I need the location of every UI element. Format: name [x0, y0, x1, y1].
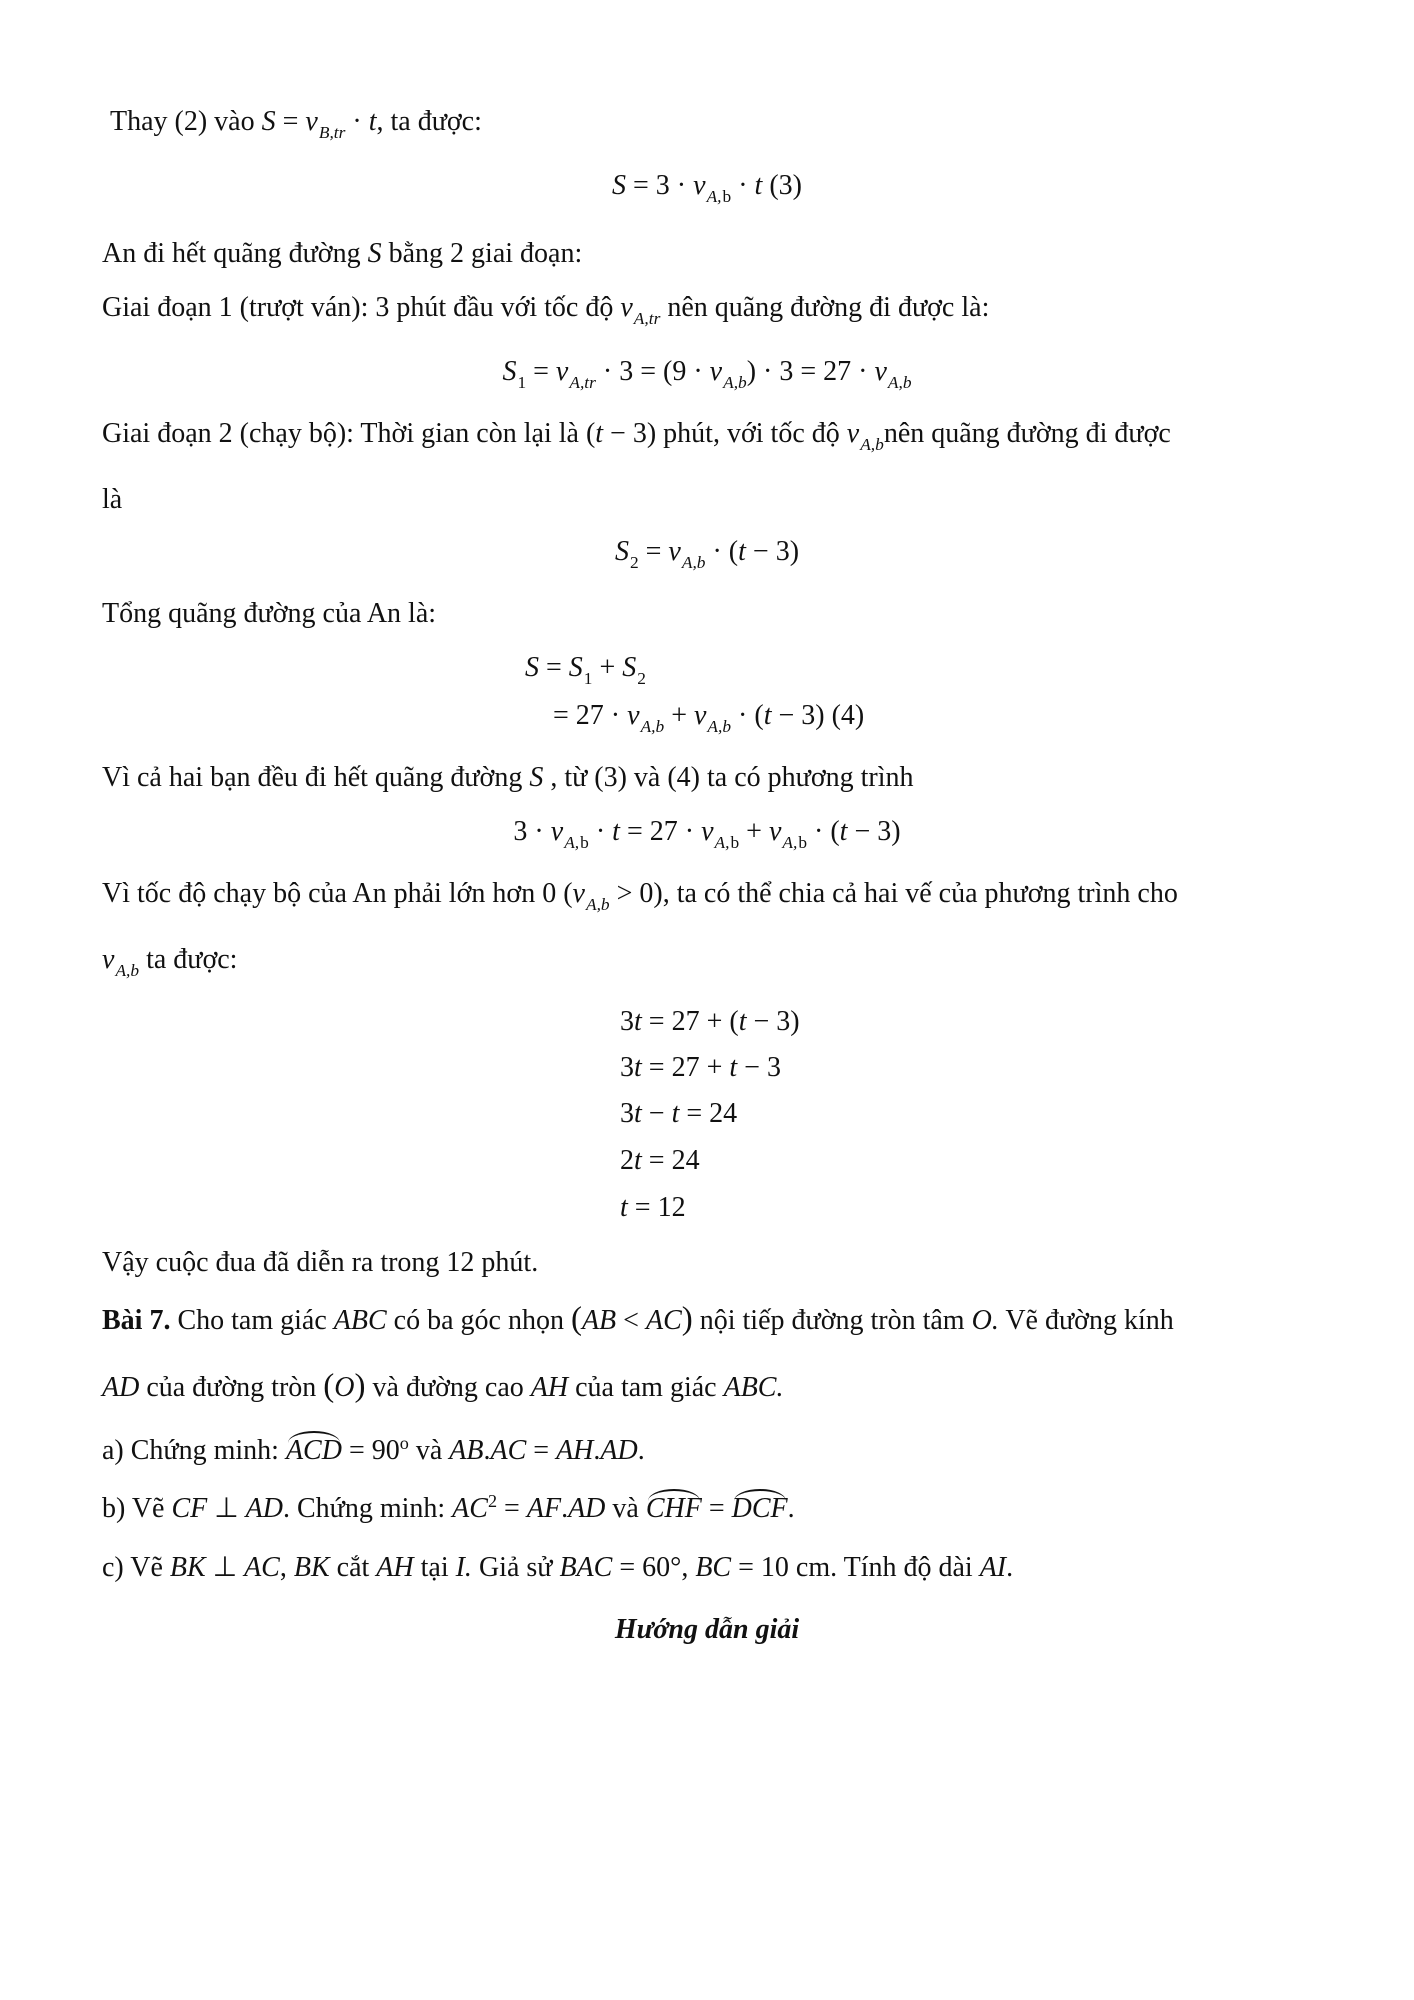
- math-symbol: DCF: [731, 1493, 788, 1524]
- math-symbol: S: [568, 652, 583, 683]
- paragraph-line: [102, 486, 122, 514]
- text-segment: ,: [279, 1552, 294, 1583]
- text-segment: Cho tam giác: [170, 1305, 334, 1336]
- text-segment: − 3): [603, 418, 657, 449]
- text-segment: .: [593, 1435, 601, 1466]
- text-segment: +: [664, 700, 694, 731]
- text-segment: = 27 +: [641, 1052, 730, 1083]
- text-segment: Tổng quãng đường của An là:: [102, 598, 437, 629]
- text-segment: (: [585, 418, 596, 449]
- paragraph-line: [102, 294, 989, 327]
- math-symbol: BC: [695, 1552, 732, 1583]
- text-segment: .: [787, 1493, 795, 1524]
- text-segment: của đường tròn: [139, 1372, 324, 1403]
- math-symbol: AI: [979, 1552, 1007, 1583]
- text-segment: nội tiếp đường tròn tâm: [692, 1305, 972, 1336]
- math-symbol: AC: [244, 1552, 280, 1583]
- equation-line: [553, 702, 864, 735]
- text-segment: = 10 cm. Tính độ dài: [731, 1552, 980, 1583]
- math-symbol: BK: [293, 1552, 330, 1583]
- math-symbol: AH: [556, 1435, 594, 1466]
- text-segment: ): [354, 1368, 366, 1404]
- math-symbol: I.: [455, 1552, 472, 1583]
- text-segment: An đi hết quãng đường: [102, 238, 368, 269]
- question-a-line: [102, 1434, 645, 1465]
- text-segment: <: [616, 1305, 646, 1336]
- text-segment: =: [497, 1493, 527, 1524]
- math-symbol: v: [620, 292, 633, 323]
- text-segment: 3 ·: [513, 816, 551, 847]
- math-symbol: BAC: [559, 1552, 613, 1583]
- text-segment: .: [561, 1493, 569, 1524]
- text-segment: Giai đoạn 1 (trượt ván): 3 phút đầu với tốc độ: [102, 292, 621, 323]
- text-segment: và: [605, 1493, 646, 1524]
- text-segment: 3: [620, 1098, 634, 1129]
- text-segment: nên quãng đường đi được là:: [660, 292, 990, 323]
- math-symbol: AC: [452, 1493, 488, 1524]
- math-subscript: A,b: [585, 894, 610, 914]
- paragraph-line: [102, 240, 582, 268]
- math-subscript: A,: [714, 832, 730, 852]
- text-segment: . Chứng minh:: [282, 1493, 453, 1524]
- equation-line: [620, 1194, 686, 1222]
- math-subscript: 2: [629, 552, 639, 572]
- text-segment: = 3 ·: [626, 170, 694, 201]
- math-symbol: v: [874, 356, 887, 387]
- text-segment: 3: [620, 1006, 634, 1037]
- math-symbol: AC: [645, 1305, 682, 1336]
- text-segment: của tam giác: [568, 1372, 724, 1403]
- text-segment: · (: [731, 700, 764, 731]
- text-segment: , ta được:: [376, 106, 482, 137]
- math-symbol: AD: [568, 1493, 606, 1524]
- math-subscript: 2: [637, 668, 646, 688]
- paragraph-line: [102, 420, 1171, 453]
- math-subscript: b: [730, 832, 740, 852]
- math-symbol: BK: [169, 1552, 206, 1583]
- text-segment: (: [570, 1301, 582, 1337]
- text-segment: −: [641, 1098, 672, 1129]
- math-symbol: AF: [526, 1493, 562, 1524]
- math-symbol: AH: [530, 1372, 569, 1403]
- math-symbol: CF: [171, 1493, 208, 1524]
- math-symbol: ACD: [285, 1435, 342, 1466]
- math-superscript: 2: [487, 1491, 498, 1511]
- paragraph-line: [102, 600, 436, 628]
- math-symbol: t: [595, 418, 604, 449]
- math-subscript: A,tr: [633, 308, 661, 328]
- math-subscript: 1: [517, 372, 527, 392]
- text-segment: ): [681, 1301, 693, 1337]
- math-subscript: A,tr: [569, 372, 596, 392]
- text-segment: +: [592, 652, 623, 683]
- text-segment: .: [637, 1435, 645, 1466]
- math-symbol: v: [305, 106, 318, 137]
- math-symbol: O.: [971, 1305, 999, 1336]
- math-symbol: t: [738, 1006, 747, 1037]
- math-superscript: o: [399, 1433, 409, 1453]
- text-segment: = 24: [641, 1145, 700, 1176]
- text-segment: > 0), ta có thể chia cả hai vế của phương trình cho: [609, 878, 1178, 909]
- math-symbol: t: [729, 1052, 738, 1083]
- solution-heading-line: [0, 1616, 1414, 1644]
- text-segment: có ba góc nhọn: [386, 1305, 571, 1336]
- math-symbol: v: [846, 418, 860, 449]
- math-subscript: A,: [782, 832, 798, 852]
- text-segment: =: [638, 536, 669, 567]
- equation-line: [620, 1054, 781, 1082]
- text-segment: , từ (3) và (4) ta có phương trình: [543, 762, 914, 793]
- text-segment: · (: [807, 816, 840, 847]
- equation-line: [525, 654, 646, 687]
- math-symbol: t: [754, 170, 763, 201]
- math-symbol: t: [612, 816, 620, 847]
- text-segment: 3: [620, 1052, 634, 1083]
- conclusion-line: [102, 1249, 538, 1277]
- text-segment: phút, với tốc độ: [656, 418, 847, 449]
- text-segment: − 3: [737, 1052, 781, 1083]
- math-symbol: AD: [245, 1493, 283, 1524]
- question-b-line: [102, 1492, 795, 1523]
- math-symbol: t: [620, 1192, 628, 1223]
- text-segment: cắt: [329, 1552, 377, 1583]
- math-subscript: b: [722, 186, 732, 206]
- paragraph-line: [102, 946, 237, 979]
- equation-line: [0, 538, 1414, 571]
- math-symbol: t: [634, 1145, 642, 1176]
- text-segment: · 3 = (9 ·: [595, 356, 710, 387]
- text-segment: c) Vẽ: [102, 1552, 170, 1583]
- math-symbol: S: [261, 106, 276, 137]
- text-segment: tại: [413, 1552, 456, 1583]
- exercise-title-line: [102, 1303, 1174, 1336]
- math-subscript: B,tr: [318, 122, 346, 142]
- math-symbol: AD: [102, 1372, 140, 1403]
- text-segment: Vì cả hai bạn đều đi hết quãng đường: [102, 762, 530, 793]
- math-symbol: AH: [376, 1552, 414, 1583]
- math-subscript: A,: [706, 186, 722, 206]
- math-symbol: v: [693, 700, 707, 731]
- math-symbol: v: [572, 878, 585, 909]
- math-symbol: t: [738, 536, 746, 567]
- text-segment: =: [275, 106, 306, 137]
- math-symbol: AB: [581, 1305, 617, 1336]
- text-segment: = 24: [679, 1098, 738, 1129]
- exercise-text-line: [102, 1370, 783, 1403]
- text-segment: Vì tốc độ chạy bộ của An phải lớn hơn 0 (: [102, 878, 573, 909]
- text-segment: = 27 + (: [641, 1006, 739, 1037]
- text-segment: +: [739, 816, 769, 847]
- text-segment: 2: [620, 1145, 634, 1176]
- text-segment: =: [526, 1435, 557, 1466]
- math-symbol: ABC: [333, 1305, 387, 1336]
- text-segment: ·: [345, 106, 369, 137]
- solution-heading-text: Hướng dẫn giải: [614, 1614, 800, 1645]
- math-subscript: 1: [583, 668, 593, 688]
- math-subscript: A,b: [723, 372, 747, 392]
- math-symbol: AB: [449, 1435, 484, 1466]
- text-segment: = 90: [341, 1435, 400, 1466]
- text-segment: = 60°,: [612, 1552, 696, 1583]
- math-symbol: v: [550, 816, 564, 847]
- math-subscript: b: [798, 832, 808, 852]
- math-symbol: v: [709, 356, 723, 387]
- math-symbol: O: [334, 1372, 355, 1403]
- text-segment: − 3): [746, 1006, 800, 1037]
- math-symbol: S: [614, 536, 629, 567]
- text-segment: b) Vẽ: [102, 1493, 172, 1524]
- text-segment: =: [701, 1493, 732, 1524]
- question-c-line: [102, 1554, 1013, 1582]
- equation-line: [0, 172, 1414, 205]
- math-subscript: A,b: [707, 716, 732, 736]
- text-segment: − 3): [745, 536, 800, 567]
- math-symbol: S: [525, 652, 539, 683]
- math-symbol: t: [839, 816, 848, 847]
- text-segment: ⊥: [207, 1493, 246, 1524]
- math-symbol: t: [634, 1098, 642, 1129]
- paragraph-line: [102, 880, 1178, 913]
- text-segment: .: [1006, 1552, 1014, 1583]
- text-segment: ta được:: [139, 944, 238, 975]
- text-segment: =: [526, 356, 556, 387]
- math-symbol: S: [529, 762, 544, 793]
- math-subscript: A,b: [860, 434, 884, 454]
- equation-line: [620, 1147, 700, 1175]
- math-symbol: t: [368, 106, 377, 137]
- text-segment: và đường cao: [365, 1372, 531, 1403]
- text-segment: và: [408, 1435, 450, 1466]
- math-symbol: t: [671, 1098, 680, 1129]
- text-segment: ·: [588, 816, 613, 847]
- text-segment: (: [323, 1368, 335, 1404]
- exercise-label: Bài 7.: [102, 1305, 171, 1336]
- math-subscript: b: [580, 832, 589, 852]
- math-symbol: ABC.: [723, 1372, 784, 1403]
- math-symbol: CHF: [645, 1493, 702, 1524]
- text-segment: nên quãng đường đi được: [883, 418, 1171, 449]
- math-subscript: A,b: [640, 716, 665, 736]
- equation-line: [0, 358, 1414, 391]
- paragraph-line: [102, 764, 914, 792]
- text-segment: .: [483, 1435, 491, 1466]
- math-symbol: S: [612, 170, 627, 201]
- text-segment: = 27 ·: [619, 816, 702, 847]
- text-segment: Vậy cuộc đua đã diễn ra trong 12 phút.: [102, 1247, 539, 1278]
- math-subscript: A,b: [115, 960, 140, 980]
- math-symbol: AC: [490, 1435, 527, 1466]
- text-segment: · (: [705, 536, 739, 567]
- math-symbol: v: [701, 816, 714, 847]
- text-segment: ⊥: [205, 1552, 245, 1583]
- text-segment: − 3): [847, 816, 901, 847]
- math-symbol: t: [634, 1052, 642, 1083]
- text-segment: a) Chứng minh:: [102, 1435, 286, 1466]
- math-symbol: S: [367, 238, 382, 269]
- equation-line: [620, 1100, 737, 1128]
- text-segment: = 27 ·: [553, 700, 628, 731]
- math-symbol: t: [763, 700, 772, 731]
- math-symbol: S: [502, 356, 517, 387]
- math-subscript: A,: [564, 832, 580, 852]
- text-segment: Thay (2) vào: [110, 106, 262, 137]
- math-symbol: t: [634, 1006, 642, 1037]
- text-segment: (3): [762, 170, 802, 201]
- text-segment: =: [539, 652, 569, 683]
- text-segment: Vẽ đường kính: [998, 1305, 1174, 1336]
- math-symbol: v: [668, 536, 681, 567]
- equation-line: [620, 1008, 800, 1036]
- math-symbol: v: [693, 170, 706, 201]
- math-symbol: AD: [600, 1435, 638, 1466]
- math-symbol: v: [627, 700, 640, 731]
- text-segment: ) · 3 = 27 ·: [746, 356, 875, 387]
- text-segment: là: [102, 484, 123, 515]
- math-subscript: A,b: [887, 372, 912, 392]
- text-segment: Giả sử: [471, 1552, 560, 1583]
- equation-line: [0, 818, 1414, 851]
- text-segment: = 12: [627, 1192, 686, 1223]
- text-segment: ·: [731, 170, 755, 201]
- math-symbol: v: [555, 356, 569, 387]
- math-symbol: v: [768, 816, 782, 847]
- math-symbol: v: [102, 944, 115, 975]
- paragraph-line: [110, 108, 482, 141]
- text-segment: Giai đoạn 2 (chạy bộ): Thời gian còn lại là: [102, 418, 586, 449]
- text-segment: − 3) (4): [771, 700, 865, 731]
- text-segment: bằng 2 giai đoạn:: [381, 238, 583, 269]
- math-subscript: A,b: [681, 552, 706, 572]
- math-symbol: S: [622, 652, 637, 683]
